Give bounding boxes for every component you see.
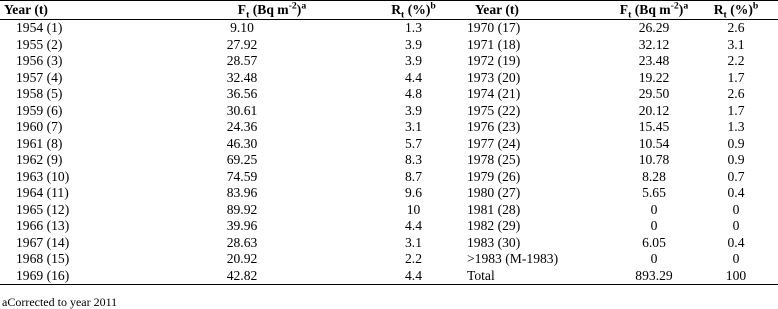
rt-left-cell: 5.7: [405, 135, 422, 151]
year-left-cell: 1967 (14): [16, 234, 70, 250]
ft-left-cell: 27.92: [226, 36, 258, 52]
ft-right-cell: 19.22: [638, 69, 670, 85]
table-row: [0, 53, 778, 70]
year-left-cell: 1954 (1): [16, 20, 63, 35]
rt-left-cell: 3.9: [405, 53, 422, 68]
ft-unit: (Bq m: [249, 2, 289, 17]
rt-right-cell: 0.9: [727, 135, 745, 151]
table-row: [0, 86, 778, 103]
rt-label: R: [391, 2, 402, 17]
ft-right-cell: 23.48: [638, 53, 670, 68]
year-left-cell: 1966 (13): [16, 218, 70, 233]
ft-left-cell: 9.10: [230, 20, 254, 35]
rt-right-cell: 0.4: [727, 185, 745, 200]
ft-sub: t: [246, 9, 250, 21]
ft-left-cell: 46.30: [226, 135, 258, 151]
rt-right-cell: 0.9: [727, 152, 745, 167]
rt-left-cell: 10: [406, 201, 421, 217]
year-right-cell: 1981 (28): [467, 201, 521, 217]
year-left-cell: 1957 (4): [16, 69, 63, 85]
year-left-cell: 1963 (10): [16, 168, 70, 184]
rt-left-cell: 4.8: [405, 86, 422, 101]
table-row: [0, 235, 778, 252]
rt-unit: (%): [404, 2, 431, 17]
year-left-cell: 1959 (6): [16, 102, 63, 118]
table-row: [0, 268, 778, 285]
table-row: [0, 37, 778, 54]
year-right-cell: 1976 (23): [467, 119, 521, 134]
table-row: [0, 152, 778, 169]
rt-left-cell: 3.9: [405, 36, 422, 52]
year-left-cell: 1968 (15): [16, 251, 70, 266]
rt-left-cell: 3.1: [405, 234, 422, 250]
rt-sub: t: [723, 9, 727, 21]
year-right-cell: 1975 (22): [467, 102, 521, 118]
rt-left-cell: 1.3: [405, 20, 422, 35]
year-right-cell: 1971 (18): [467, 36, 521, 52]
rt-footnote-mark: b: [752, 0, 759, 12]
rt-left-cell: 8.3: [405, 152, 422, 167]
header-rt-left: [368, 1, 459, 20]
rt-right-cell: 0.4: [727, 234, 745, 250]
header-year-right: Year (t): [459, 1, 614, 20]
table-row: [0, 169, 778, 186]
ft-left-cell: 28.57: [226, 53, 258, 68]
rt-left-cell: 3.1: [405, 119, 422, 134]
year-left-cell: 1964 (11): [16, 185, 69, 200]
rt-right-cell: 1.3: [727, 119, 745, 134]
rt-left-cell: 4.4: [405, 218, 422, 233]
year-right-cell: 1978 (25): [467, 152, 521, 167]
footnote: aCorrected to year 2011: [2, 295, 118, 309]
ft-left-cell: 30.61: [226, 102, 258, 118]
ft-left-cell: 24.36: [226, 119, 258, 134]
year-right-cell: 1974 (21): [467, 86, 521, 101]
ft-left-cell: 42.82: [116, 268, 368, 285]
rt-right-cell: 100: [694, 268, 778, 285]
year-left-cell: 1956 (3): [16, 53, 63, 68]
ft-right-cell: 29.50: [638, 86, 670, 101]
ft-left-cell: 36.56: [226, 86, 258, 101]
ft-unit-exp: -2: [288, 0, 297, 12]
rt-right-cell: 3.1: [727, 36, 745, 52]
rt-footnote-mark: b: [430, 0, 436, 12]
rt-right-cell: 1.7: [727, 69, 745, 85]
rt-left-cell: 8.7: [405, 168, 422, 184]
year-right-cell: 1977 (24): [467, 135, 521, 151]
year-right-cell: 1970 (17): [467, 20, 521, 35]
header-ft-left: [116, 1, 368, 20]
table-row: [0, 251, 778, 268]
ft-right-cell: 26.29: [638, 20, 670, 35]
ft-right-cell: 8.28: [642, 168, 666, 184]
ft-footnote-mark: a: [301, 0, 307, 12]
year-right-cell: 1982 (29): [467, 218, 521, 233]
ft-right-cell: 6.05: [642, 234, 666, 250]
table-body: [0, 20, 778, 285]
year-left-cell: 1958 (5): [16, 86, 63, 101]
ft-left-cell: 32.48: [226, 69, 258, 85]
rt-right-cell: 2.2: [727, 53, 745, 68]
rt-right-cell: 0: [732, 201, 740, 217]
ft-unit-exp: -2: [670, 0, 679, 12]
rt-right-cell: 2.6: [727, 86, 745, 101]
ft-label: F: [619, 2, 629, 17]
rt-left-cell: 3.9: [405, 102, 422, 118]
ft-right-cell: 893.29: [614, 268, 694, 285]
table-row: [0, 119, 778, 136]
rt-label: R: [713, 2, 724, 17]
ft-unit: (Bq m: [631, 2, 671, 17]
year-right-cell: 1983 (30): [467, 234, 521, 250]
ft-right-cell: 5.65: [642, 185, 666, 200]
ft-left-cell: 74.59: [226, 168, 258, 184]
header-row: [0, 1, 778, 20]
year-right-cell: 1973 (20): [467, 69, 521, 85]
rt-left-cell: 2.2: [405, 251, 422, 266]
header-rt-right: [694, 1, 778, 20]
year-right-cell: >1983 (M-1983): [467, 251, 559, 266]
ft-footnote-mark: a: [683, 0, 689, 12]
rt-left-cell: 4.4: [368, 268, 459, 285]
table-row: [0, 218, 778, 235]
rt-left-cell: 4.4: [405, 69, 422, 85]
ft-left-cell: 20.92: [226, 251, 258, 266]
table-row: [0, 103, 778, 120]
ft-right-cell: 32.12: [638, 36, 670, 52]
ft-left-cell: 83.96: [226, 185, 258, 200]
year-right-cell: 1979 (26): [467, 168, 521, 184]
rt-left-cell: 9.6: [405, 185, 422, 200]
header-ft-right: [614, 1, 694, 20]
table-row: [0, 20, 778, 37]
ft-right-cell: 10.54: [638, 135, 670, 151]
ft-left-cell: 39.96: [226, 218, 258, 233]
ft-right-cell: 20.12: [638, 102, 670, 118]
ft-close: ): [296, 2, 302, 17]
ft-left-cell: 89.92: [226, 201, 258, 217]
rt-right-cell: 0: [732, 251, 740, 266]
year-right-cell: Total: [459, 268, 614, 285]
rt-unit: (%): [726, 2, 753, 17]
ft-left-cell: 28.63: [226, 234, 258, 250]
year-left-cell: 1962 (9): [16, 152, 63, 167]
ft-right-cell: 0: [650, 218, 658, 233]
table-row: [0, 70, 778, 87]
year-right-cell: 1980 (27): [467, 185, 521, 200]
ft-right-cell: 10.78: [638, 152, 670, 167]
ft-right-cell: 0: [650, 201, 658, 217]
table-row: [0, 185, 778, 202]
year-left-cell: 1960 (7): [16, 119, 63, 134]
rt-right-cell: 1.7: [727, 102, 745, 118]
ft-close: ): [678, 2, 684, 17]
rt-right-cell: 2.6: [727, 20, 745, 35]
table-row: [0, 136, 778, 153]
rt-sub: t: [401, 9, 405, 21]
year-right-cell: 1972 (19): [467, 53, 521, 68]
ft-right-cell: 15.45: [638, 119, 670, 134]
ft-sub: t: [628, 9, 632, 21]
ft-label: F: [237, 2, 247, 17]
table-row: [0, 202, 778, 219]
year-left-cell: 1961 (8): [16, 135, 63, 151]
rt-right-cell: 0: [732, 218, 740, 233]
ft-right-cell: 0: [650, 251, 658, 266]
ft-left-cell: 69.25: [226, 152, 258, 167]
year-left-cell: 1955 (2): [16, 36, 63, 52]
year-left-cell: 1969 (16): [0, 268, 116, 285]
rt-right-cell: 0.7: [727, 168, 745, 184]
year-left-cell: 1965 (12): [16, 201, 70, 217]
header-year-left: Year (t): [0, 1, 116, 20]
